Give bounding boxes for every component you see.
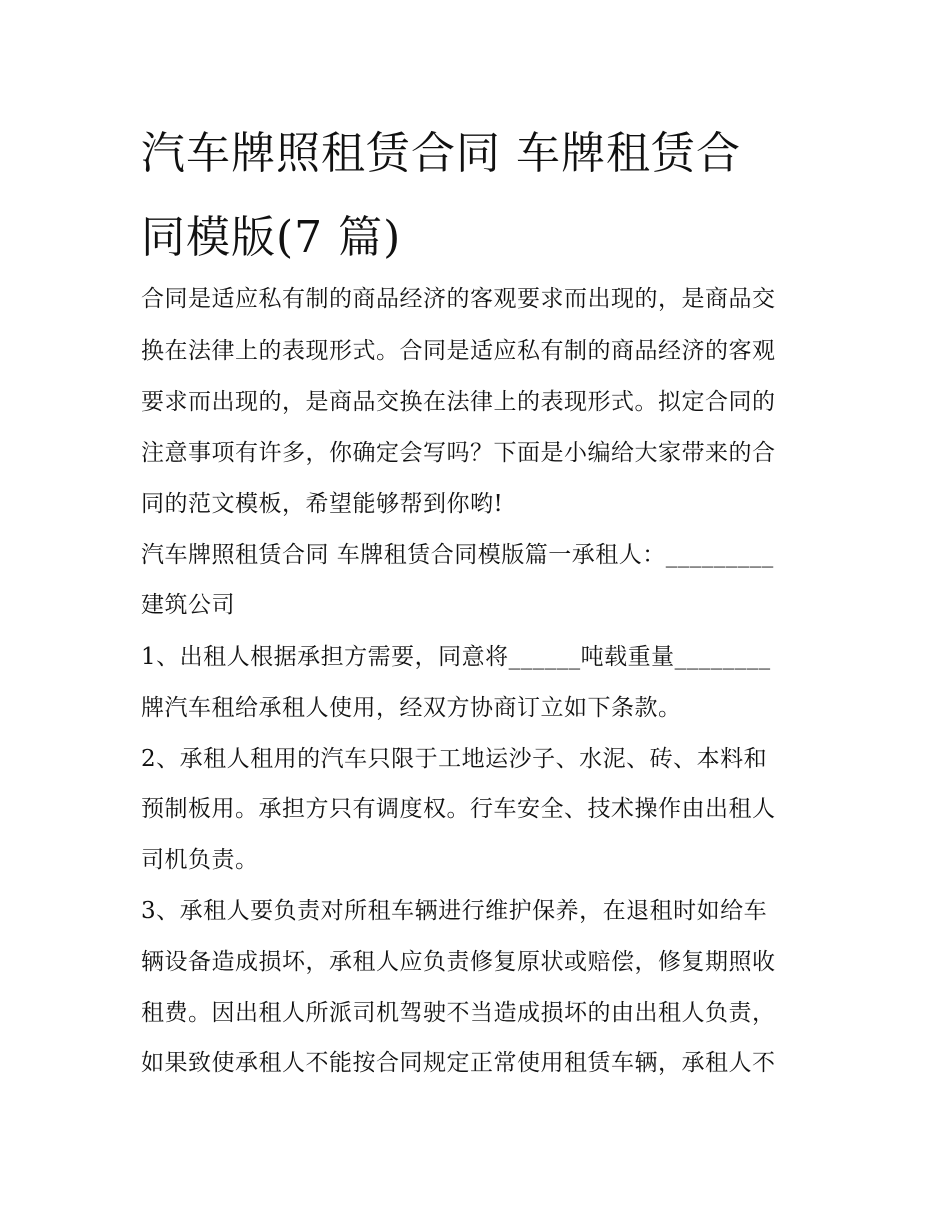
body-line: 建筑公司 — [141, 592, 235, 618]
clause-1-line: 1、出租人根据承担方需要，同意将______吨载重量________ — [141, 644, 771, 670]
clause-2-line: 司机负责。 — [141, 847, 259, 873]
body-line: 同的范文模板，希望能够帮到你哟! — [141, 491, 504, 517]
clause-3-line: 辆设备造成损坏，承租人应负责修复原状或赔偿，修复期照收 — [141, 949, 776, 975]
clause-2-line: 预制板用。承担方只有调度权。行车安全、技术操作由出租人 — [141, 796, 776, 822]
clause-3-line: 3、承租人要负责对所租车辆进行维护保养，在退租时如给车 — [141, 898, 768, 924]
body-line: 换在法律上的表现形式。合同是适应私有制的商品经济的客观 — [141, 338, 776, 364]
title-line-2: 同模版(7 篇) — [141, 212, 402, 263]
section-heading-line: 汽车牌照租赁合同 车牌租赁合同模版篇一承租人：_________ — [141, 542, 774, 568]
clause-1-line: 牌汽车租给承租人使用，经双方协商订立如下条款。 — [141, 695, 682, 721]
clause-2-line: 2、承租人租用的汽车只限于工地运沙子、水泥、砖、本料和 — [141, 746, 768, 772]
body-line: 合同是适应私有制的商品经济的客观要求而出现的，是商品交 — [141, 286, 776, 312]
body-line: 要求而出现的，是商品交换在法律上的表现形式。拟定合同的 — [141, 389, 776, 415]
title-line-1: 汽车牌照租赁合同 车牌租赁合 — [141, 128, 741, 179]
clause-3-line: 租费。因出租人所派司机驾驶不当造成损坏的由出租人负责， — [141, 1000, 776, 1026]
body-line: 注意事项有许多，你确定会写吗？下面是小编给大家带来的合 — [141, 440, 776, 466]
clause-3-line: 如果致使承租人不能按合同规定正常使用租赁车辆，承租人不 — [141, 1050, 776, 1076]
document-title — [141, 112, 821, 280]
